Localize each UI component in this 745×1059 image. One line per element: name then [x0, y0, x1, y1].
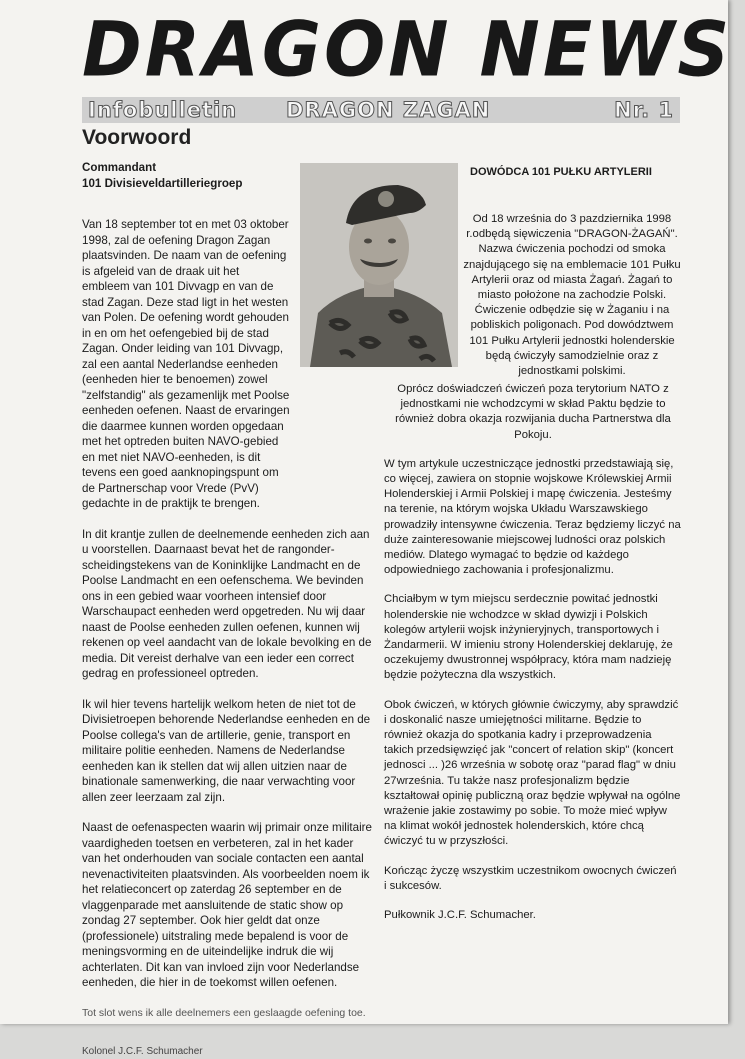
polish-intro-continued: Oprócz doświadczeń ćwiczeń poza terytorium NATO z jednostkami nie wchodzcymi w skład Paktu będzie to również dobra okazja rozwijania ducha Partnerstwa dla Pokoju.	[384, 382, 682, 443]
dutch-paragraph: Van 18 september tot en met 03 oktober 1998, zal de oefening Dragon Zagan plaatsvinden. De naam van de oefening is afgeleid van de draak uit het embleem van 101 Divvagp en van de stad Zagan. Deze stad ligt in het westen van Polen. De oefening wordt gehouden in en om het oefengebied bij de stad Zagan. Onder leiding van 101 Divvagp, zal een aantal Nederlandse eenheden (eenheden hier te benoemen) zowel "zelfstandig" als gezamenlijk met Poolse eenheden oefenen. Naast de ervaringen die daarmee kunnen worden opgedaan met het optreden buiten NAVO-gebied en met niet NAVO-eenheden, is dit tevens een goed aanknopingspunt om de Partnerschap voor Vrede (PvV) gedachte in de praktijk te brengen.	[82, 217, 290, 512]
polish-column	[384, 382, 682, 923]
polish-signature: Pułkownik J.C.F. Schumacher.	[384, 908, 682, 923]
dutch-paragraph: In dit krantje zullen de deelnemende eenheden zich aan u voorstellen. Daarnaast bevat het de rangonder-scheidingstekens van de Koninklijke Landmacht en de Poolse Landmacht en een oefenschema. We bevinden ons in een gebied waar voorheen intensief door Warschaupact eenheden werd opgetreden. Nu wij daar naast de Poolse eenheden zullen oefenen, kunnen wij rekenen op veel aandacht van de lokale bevolking en de media. Dit vereist derhalve van een ieder een correct gedrag en professioneel optreden.	[82, 527, 374, 682]
polish-paragraph: Obok ćwiczeń, w których głównie ćwiczymy, aby sprawdzić i doskonalić nasze umiejętności militarne. Będzie to również okazja do spotkania kadry i przeprowadzenia takich przedsięwzięć jak "concert of relation skip" (koncert jednosci ... )26 września w sobotę oraz "parad flag" w dniu 27września. Tu także nasz profesjonalizm będzie kształtował opinię publiczną oraz będzie wpływał na ogólne wrażenie jakie zostawimy po sobie. To może mieć wpływ na klimat wokół jednostek holenderskich, które chcą ćwiczyć tu w przyszłości.	[384, 698, 682, 850]
dutch-subtitle	[82, 160, 374, 191]
masthead-title: DRAGON NEWS	[82, 6, 682, 92]
dutch-subtitle-rank: Commandant	[82, 160, 374, 176]
polish-intro: Od 18 września do 3 pazdziernika 1998 r.odbędą sięwiczenia "DRAGON-ŻAGAŃ". Nazwa ćwiczenia pochodzi od smoka znajdującego się na emblemacie 101 Pułku Artylerii oraz od miasta Żagań. Żagań to miasto położone na zachodzie Polski. Ćwiczenie odbędzie się w Żaganiu i na pobliskich poligonach. Pod dowództwem 101 Pułku Artylerii jednostki holenderskie będą ćwiczyły samodzielnie oraz z jednostkami polskimi.	[462, 212, 682, 379]
dutch-subtitle-unit: 101 Divisieveldartilleriegroep	[82, 176, 374, 192]
polish-paragraph: Chciałbym w tym miejscu serdecznie powitać jednostki holenderskie nie wchodzce w skład dywizji i Polskich kolegów artylerii wojsk inżynieryjnych, transportowych i Żandarmerii. W imieniu strony Holenderskiej deklaruję, że oczekujemy dwustronnej współpracy, która mam nadzieję będzie pożyteczna dla wszystkich.	[384, 592, 682, 683]
dutch-closing: Tot slot wens ik alle deelnemers een geslaagde oefening toe.	[82, 1006, 374, 1020]
info-banner	[82, 97, 680, 123]
dutch-signature: Kolonel J.C.F. Schumacher	[82, 1044, 374, 1059]
banner-exercise-name: DRAGON ZAGAN	[286, 97, 490, 123]
dutch-paragraph: Ik wil hier tevens hartelijk welkom heten de niet tot de Divisietroepen behorende Nederlandse eenheden en de Poolse collega's van de artillerie, genie, transport en militaire politie eenheden. Namens de Nederlandse eenheden kan ik stellen dat wij allen uitzien naar de binationale samenwerking, die naar verwachting voor allen zeer leerzaam zal zijn.	[82, 697, 374, 806]
polish-paragraph: W tym artykule uczestniczące jednostki przedstawiają się, co więcej, zawiera on stopnie wojskowe Królewskiej Armii Holenderskiej i Armii Polskiej i mapę ćwiczenia. Jesteśmy na terenie, na którym wojska Układu Warszawskiego prowadziły intensywne ćwiczenia. Teraz będziemy liczyć na duże zainteresowanie miejscowej ludności oraz polskich mediów. Dlatego wymagać to będzie od każdego odpowiedniego zachowania i profesjonalizmu.	[384, 457, 682, 579]
polish-heading: DOWÓDCA 101 PUŁKU ARTYLERII	[470, 166, 680, 178]
banner-issue-number: Nr. 1	[614, 97, 674, 123]
banner-infobulletin: Infobulletin	[88, 97, 237, 123]
page-title: Voorwoord	[82, 126, 191, 150]
polish-paragraph: Kończąc życzę wszystkim uczestnikom owocnych ćwiczeń i sukcesów.	[384, 864, 682, 894]
dutch-paragraph: Naast de oefenaspecten waarin wij primair onze militaire vaardigheden toetsen en verbeteren, zal in het kader van het onderhouden van sociale contacten een aantal nevenactiviteiten plaatsvinden. Als voorbeelden noem ik het relatieconcert op zaterdag 26 september en de vlaggenparade met aansluitende de static show op zondag 27 september. Ook hier geldt dat onze (professionele) uitstraling mede bepalend is voor de meningsvorming en de uiteindelijke indruk die wij achterlaten. Dit kan van invloed zijn voor Nederlandse eenheden, die hier in de toekomst willen oefenen.	[82, 820, 374, 991]
dutch-column	[82, 160, 374, 1059]
